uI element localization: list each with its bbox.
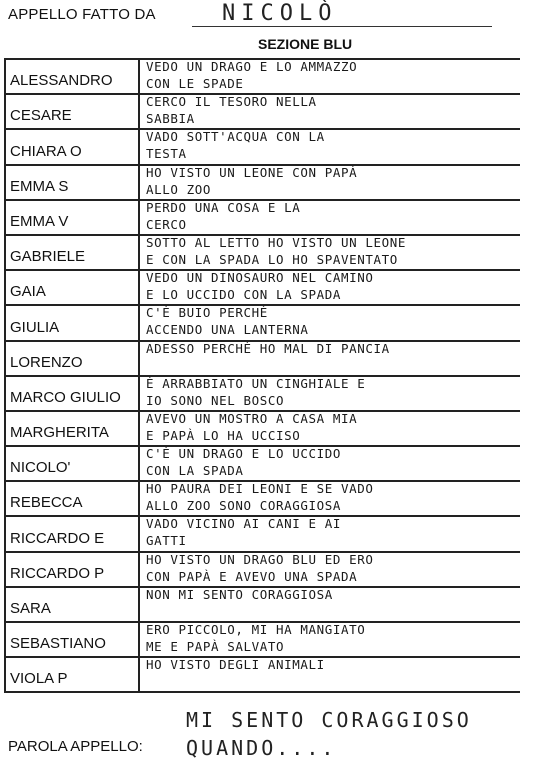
table-row <box>6 517 520 552</box>
table-row <box>6 553 520 588</box>
student-name: EMMA V <box>6 201 140 234</box>
table-row <box>6 166 520 201</box>
answer-line-2: CON LE SPADE <box>146 76 244 91</box>
handwritten-answer <box>140 271 520 304</box>
handwritten-answer <box>140 377 520 410</box>
header-underline <box>192 26 492 27</box>
handwritten-answer <box>140 412 520 445</box>
handwritten-answer <box>140 482 520 515</box>
student-name: GAIA <box>6 271 140 304</box>
table-row <box>6 95 520 130</box>
footer-handwritten-answer <box>186 706 472 762</box>
roll-call-table <box>4 58 520 693</box>
handwritten-answer <box>140 236 520 269</box>
footer-answer-line-2: QUANDO.... <box>186 736 337 760</box>
table-row <box>6 236 520 271</box>
handwritten-answer <box>140 342 520 375</box>
answer-line-2: SABBIA <box>146 111 195 127</box>
student-name: REBECCA <box>6 482 140 515</box>
answer-line-1: HO VISTO UN LEONE CON PAPÀ <box>146 165 358 180</box>
table-row <box>6 130 520 165</box>
table-row <box>6 60 520 95</box>
student-name: ALESSANDRO <box>6 60 140 93</box>
footer-label: PAROLA APPELLO: <box>8 738 143 755</box>
table-row <box>6 447 520 482</box>
handwritten-answer <box>140 60 520 93</box>
handwritten-answer <box>140 588 520 621</box>
student-name: CHIARA O <box>6 130 140 163</box>
answer-line-1: SOTTO AL LETTO HO VISTO UN LEONE <box>146 235 407 250</box>
answer-line-1: CERCO IL TESORO NELLA <box>146 95 317 110</box>
header-label: APPELLO FATTO DA <box>8 6 156 23</box>
answer-line-1: AVEVO UN MOSTRO A CASA MIA <box>146 411 358 426</box>
student-name: VIOLA P <box>6 658 140 691</box>
answer-line-2: ME E PAPÀ SALVATO <box>146 639 285 654</box>
student-name: RICCARDO P <box>6 553 140 586</box>
answer-line-2: E CON LA SPADA LO HO SPAVENTATO <box>146 251 398 267</box>
answer-line-1: ADESSO PERCHÈ HO MAL DI PANCIA <box>146 341 390 356</box>
answer-line-1: HO VISTO DEGLI ANIMALI <box>146 658 325 673</box>
answer-line-1: C'È UN DRAGO E LO UCCIDO <box>146 447 342 462</box>
table-row <box>6 377 520 412</box>
student-name: NICOLO' <box>6 447 140 480</box>
student-name: MARCO GIULIO <box>6 377 140 410</box>
answer-line-2: ALLO ZOO SONO CORAGGIOSA <box>146 498 342 514</box>
answer-line-1: VADO VICINO AI CANI E AI <box>146 517 342 532</box>
answer-line-2: E PAPÀ LO HA UCCISO <box>146 427 301 443</box>
footer-answer-line-1: MI SENTO CORAGGIOSO <box>186 708 472 732</box>
table-row <box>6 588 520 623</box>
student-name: RICCARDO E <box>6 517 140 550</box>
handwritten-answer <box>140 658 520 691</box>
answer-line-1: HO VISTO UN DRAGO BLU ED ERO <box>146 552 374 567</box>
answer-line-2: E LO UCCIDO CON LA SPADA <box>146 287 342 303</box>
answer-line-1: È ARRABBIATO UN CINGHIALE E <box>146 376 366 391</box>
student-name: EMMA S <box>6 166 140 199</box>
answer-line-2: CON PAPÀ E AVEVO UNA SPADA <box>146 568 358 584</box>
handwritten-answer <box>140 306 520 339</box>
student-name: MARGHERITA <box>6 412 140 445</box>
answer-line-1: VADO SOTT'ACQUA CON LA <box>146 130 325 145</box>
answer-line-1: HO PAURA DEI LEONI E SE VADO <box>146 482 374 497</box>
answer-line-2: CERCO <box>146 216 187 232</box>
student-name: CESARE <box>6 95 140 128</box>
table-row <box>6 412 520 447</box>
answer-line-2: IO SONO NEL BOSCO <box>146 392 285 408</box>
handwritten-answer <box>140 517 520 550</box>
handwritten-answer <box>140 130 520 163</box>
student-name: GABRIELE <box>6 236 140 269</box>
answer-line-2: GATTI <box>146 533 187 549</box>
handwritten-answer <box>140 623 520 656</box>
answer-line-1: VEDO UN DRAGO E LO AMMAZZO <box>146 60 358 74</box>
table-row <box>6 306 520 341</box>
table-row <box>6 623 520 658</box>
student-name: LORENZO <box>6 342 140 375</box>
table-row <box>6 658 520 693</box>
handwritten-answer <box>140 166 520 199</box>
handwritten-answer <box>140 201 520 234</box>
header-handwritten-name: NICOLÒ <box>222 1 338 26</box>
table-row <box>6 271 520 306</box>
handwritten-answer <box>140 553 520 586</box>
answer-line-2: TESTA <box>146 146 187 162</box>
handwritten-answer <box>140 95 520 128</box>
student-name: SARA <box>6 588 140 621</box>
answer-line-2: ALLO ZOO <box>146 181 212 197</box>
table-row <box>6 342 520 377</box>
table-row <box>6 482 520 517</box>
answer-line-1: ERO PICCOLO, MI HA MANGIATO <box>146 623 366 637</box>
answer-line-1: PERDO UNA COSA E LA <box>146 200 301 215</box>
student-name: GIULIA <box>6 306 140 339</box>
student-name: SEBASTIANO <box>6 623 140 656</box>
answer-line-2: ACCENDO UNA LANTERNA <box>146 322 309 338</box>
handwritten-answer <box>140 447 520 480</box>
answer-line-1: NON MI SENTO CORAGGIOSA <box>146 587 333 602</box>
section-title: SEZIONE BLU <box>258 36 353 52</box>
table-row <box>6 201 520 236</box>
answer-line-1: C'È BUIO PERCHÈ <box>146 306 268 321</box>
answer-line-2: CON LA SPADA <box>146 463 244 479</box>
answer-line-1: VEDO UN DINOSAURO NEL CAMINO <box>146 271 374 286</box>
